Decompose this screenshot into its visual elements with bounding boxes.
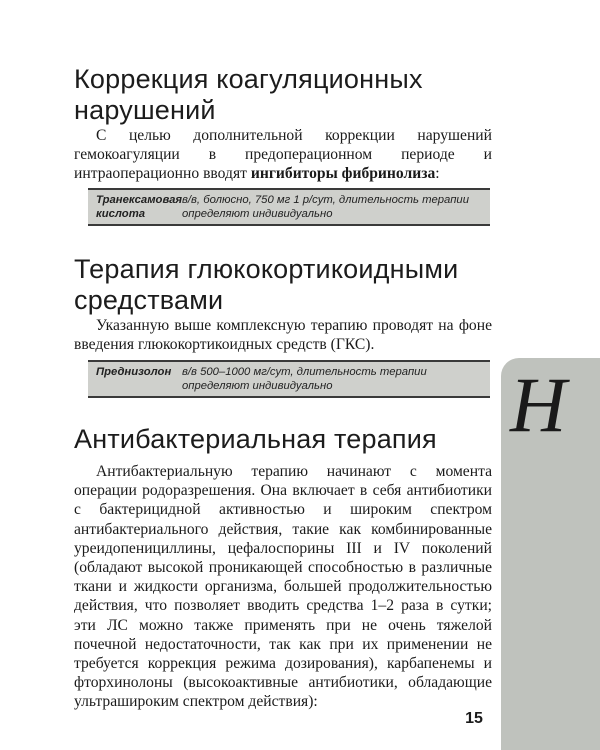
heading-line: Терапия глюкокортикоидными [74, 254, 459, 284]
paragraph-antibacterial [74, 462, 492, 712]
paragraph-text: С целью дополнительной коррекции нарушений гемокоагуляции в предоперационном периоде и интраоперационно вводят [74, 127, 492, 183]
paragraph-text: Антибактериальную терапию начинают с момента операции родоразрешения. Она включает в себя антибиотики с бактерицидной активностью и широким спектром антибактериального действия, такие как комбинированные уреидопенициллины, цефалоспорины III и IV поколений (обладают высокой проникающей способностью в различные ткани и жидкости организма, большей продолжительностью действия, что позволяет вводить средства 1–2 раза в сутки; эти ЛС можно также применять при не очень тяжелой почечной недостаточности, так как при их применении не требуется коррекция режима дозирования), карбапенемы и фторхинолоны (высокоактивные антибиотики, обладающие ультрашироким спектром действия): [74, 463, 492, 711]
page-number: 15 [458, 704, 490, 734]
paragraph-glucocorticoids [74, 316, 492, 354]
drug-box-prednisolone [88, 360, 490, 398]
drug-box-tranexamic [88, 188, 490, 226]
drug-name: Транексамовая кислота [96, 194, 183, 220]
heading-line: нарушений [74, 95, 216, 125]
drug-description: в/в, болюсно, 750 мг 1 р/сут, длительность терапии определяют индивидуально [182, 194, 469, 220]
paragraph-tail: : [435, 165, 440, 183]
drug-description: в/в 500–1000 мг/сут, длительность терапии определяют индивидуально [182, 366, 427, 392]
section-heading-antibacterial [74, 424, 437, 455]
paragraph-bold-term: ингибиторы фибринолиза [250, 165, 436, 183]
heading-line: Антибактериальная терапия [74, 424, 437, 454]
section-heading-coagulation [74, 64, 423, 126]
heading-line: средствами [74, 285, 224, 315]
section-heading-glucocorticoids [74, 254, 458, 316]
side-tab-letter: Н [510, 361, 567, 448]
drug-name: Преднизолон [96, 366, 172, 378]
paragraph-coagulation [74, 126, 492, 184]
heading-line: Коррекция коагуляционных [74, 64, 423, 94]
paragraph-text: Указанную выше комплексную терапию проводят на фоне введения глюкокортикоидных средств (ГКС). [74, 317, 492, 354]
